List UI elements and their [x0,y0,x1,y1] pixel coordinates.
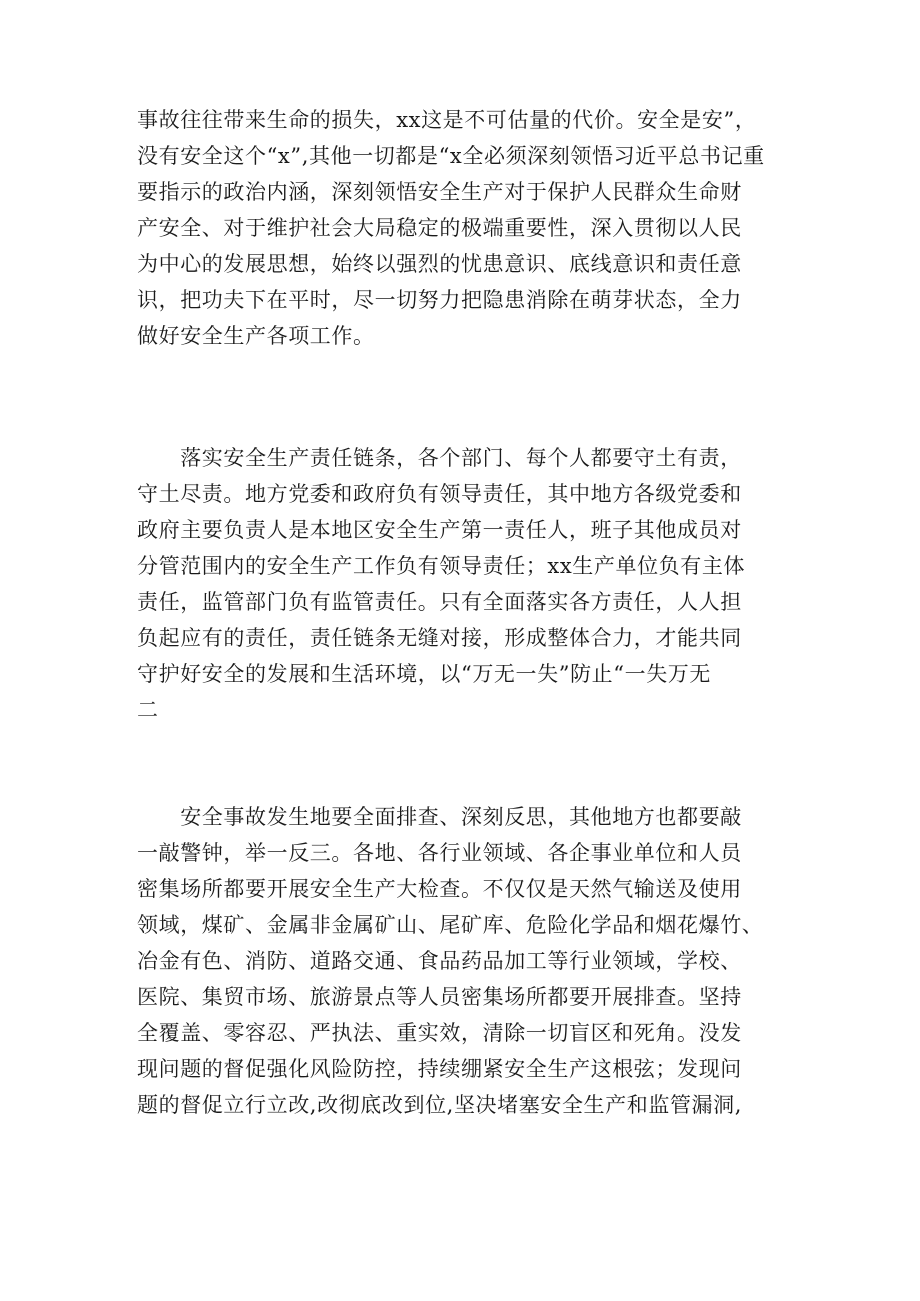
text-line: 产安全、对于维护社会大局稳定的极端重要性，深入贯彻以人民 [137,216,742,240]
text-line: 负起应有的责任，责任链条无缝对接，形成整体合力，才能共同 [137,626,742,650]
text-line: 要指示的政治内涵，深刻领悟安全生产对于保护人民群众生命财 [137,180,742,204]
text-line: 政府主要负责人是本地区安全生产第一责任人，班子其他成员对 [137,518,742,542]
paragraph-1 [137,102,787,354]
text-line: 一敲警钟，举一反三。各地、各行业领域、各企事业单位和人员 [137,841,742,865]
text-line: 全覆盖、零容忍、严执法、重实效，清除一切盲区和死角。没发 [137,1021,742,1045]
text-line: 冶金有色、消防、道路交通、食品药品加工等行业领域，学校、 [137,949,742,973]
text-line: 识，把功夫下在平时，尽一切努力把隐患消除在萌芽状态，全力 [137,288,742,312]
text-line: 守护好安全的发展和生活环境，以“万无一失”防止“一失万无 [137,662,712,686]
text-line: 医院、集贸市场、旅游景点等人员密集场所都要开展排查。坚持 [137,985,742,1009]
text-line: 为中心的发展思想，始终以强烈的忧患意识、底线意识和责任意 [137,252,742,276]
paragraph-2 [137,440,787,728]
text-line: 安全事故发生地要全面排查、深刻反思，其他地方也都要敲 [137,805,742,829]
text-line: 做好安全生产各项工作。 [137,324,375,348]
text-line: 现问题的督促强化风险防控，持续绷紧安全生产这根弦；发现问 [137,1057,742,1081]
text-line: 密集场所都要开展安全生产大检查。不仅仅是天然气输送及使用 [137,877,742,901]
text-line: 领域，煤矿、金属非金属矿山、尾矿库、危险化学品和烟花爆竹、 [137,913,764,937]
text-line: 守土尽责。地方党委和政府负有领导责任，其中地方各级党委和 [137,482,742,506]
text-line: 事故往往带来生命的损失，xx这是不可估量的代价。安全是安”， [137,108,757,132]
text-line: 题的督促立行立改,改彻底改到位,坚决堵塞安全生产和监管漏洞, [137,1093,743,1117]
text-line: 落实安全生产责任链条，各个部门、每个人都要守土有责， [137,446,742,470]
paragraph-3 [137,799,787,1123]
text-line: 分管范围内的安全生产工作负有领导责任；xx生产单位负有主体 [137,554,746,578]
text-line: 责任，监管部门负有监管责任。只有全面落实各方责任，人人担 [137,590,742,614]
text-line: 没有安全这个“x”,其他一切都是“x全必须深刻领悟习近平总书记重 [137,144,765,168]
text-line: 二 [137,698,159,722]
